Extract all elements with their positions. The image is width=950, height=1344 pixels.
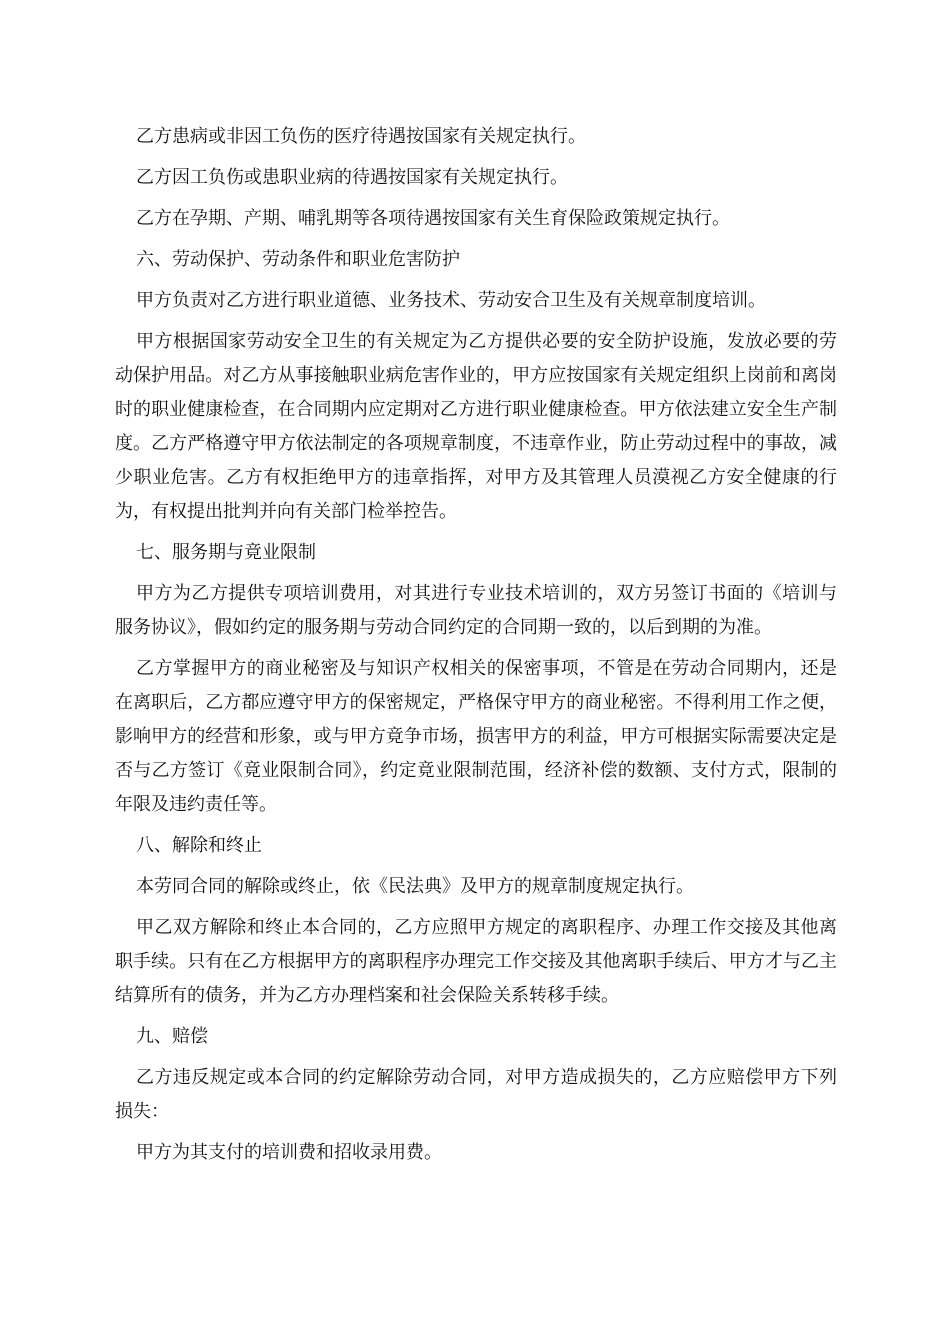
paragraph: 甲方为乙方提供专项培训费用，对其进行专业技术培训的，双方另签订书面的《培训与服务协议》，假如约定的服务期与劳动合同约定的合同期一致的，以后到期的为准。 <box>115 583 837 638</box>
section-heading: 六、劳动保护、劳动条件和职业危害防护 <box>136 249 460 270</box>
paragraph: 甲方负责对乙方进行职业道德、业务技术、劳动安合卫生及有关规章制度培训。 <box>136 290 766 311</box>
paragraph: 甲方根据国家劳动安全卫生的有关规定为乙方提供必要的安全防护设施，发放必要的劳动保护用品。对乙方从事接触职业病危害作业的，甲方应按国家有关规定组织上岗前和离岗时的职业健康检查，在合同期内应定期对乙方进行职业健康检查。甲方依法建立安全生产制度。乙方严格遵守甲方依法制定的各项规章制度，不违章作业，防止劳动过程中的事故，减少职业危害。乙方有权拒绝甲方的违章指挥，对甲方及其管理人员漠视乙方安全健康的行为，有权提出批判并向有关部门检举控告。 <box>115 331 837 522</box>
paragraph: 乙方违反规定或本合同的约定解除劳动合同，对甲方造成损失的，乙方应赔偿甲方下列损失： <box>115 1067 837 1122</box>
paragraph: 甲乙双方解除和终止本合同的，乙方应照甲方规定的离职程序、办理工作交接及其他离职手续。只有在乙方根据甲方的离职程序办理完工作交接及其他离职手续后、甲方才与乙主结算所有的债务，并为乙方办理档案和社会保险关系转移手续。 <box>115 917 837 1006</box>
paragraph: 乙方在孕期、产期、哺乳期等各项待遇按国家有关生育保险政策规定执行。 <box>136 208 730 229</box>
section-heading: 九、赔偿 <box>136 1026 208 1047</box>
section-heading: 八、解除和终止 <box>136 835 262 856</box>
document-page <box>115 120 837 1177</box>
section-heading: 七、服务期与竟业限制 <box>136 542 316 563</box>
paragraph: 乙方掌握甲方的商业秘密及与知识产权相关的保密事项，不管是在劳动合同期内，还是在离职后，乙方都应遵守甲方的保密规定，严格保守甲方的商业秘密。不得利用工作之便，影响甲方的经营和形象，或与甲方竟争市场，损害甲方的利益，甲方可根据实际需要决定是否与乙方签订《竟业限制合同》，约定竟业限制范围，经济补偿的数额、支付方式，限制的年限及违约责任等。 <box>115 658 837 815</box>
paragraph: 本劳同合同的解除或终止，依《民法典》及甲方的规章制度规定执行。 <box>136 876 694 897</box>
paragraph: 乙方因工负伤或患职业病的待遇按国家有关规定执行。 <box>136 167 568 188</box>
paragraph: 甲方为其支付的培训费和招收录用费。 <box>136 1142 442 1163</box>
paragraph: 乙方患病或非因工负伤的医疗待遇按国家有关规定执行。 <box>136 126 586 147</box>
